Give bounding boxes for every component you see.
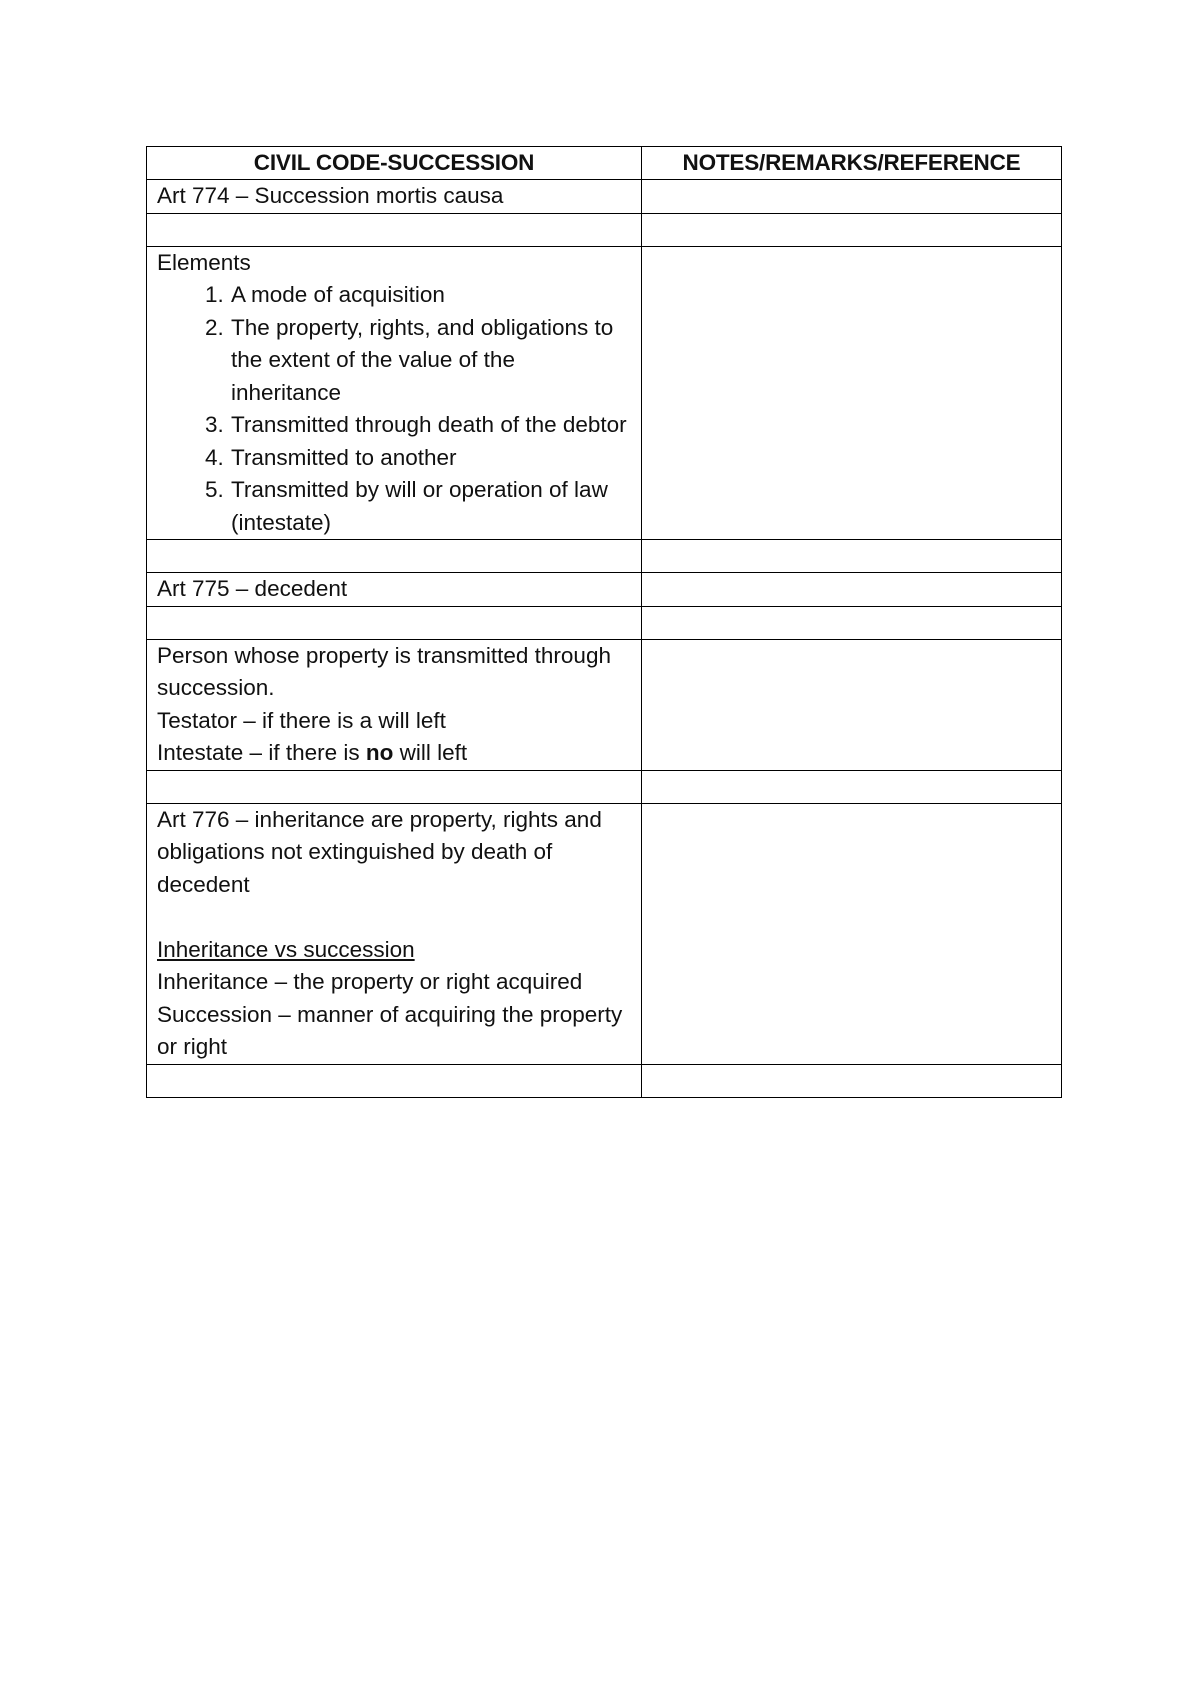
blank-row	[147, 1064, 1062, 1097]
notes-cell	[642, 573, 1062, 607]
art774-elements-cell	[147, 246, 642, 540]
art774-title: Art 774 – Succession mortis causa	[147, 180, 642, 214]
inheritance-definition: Inheritance – the property or right acquired	[157, 969, 583, 994]
empty-cell	[147, 540, 642, 573]
table-row	[147, 639, 1062, 770]
notes-cell	[642, 639, 1062, 770]
art776-cell	[147, 803, 642, 1064]
art775-definition-cell	[147, 639, 642, 770]
notes-cell	[642, 246, 1062, 540]
table-row	[147, 573, 1062, 607]
list-item: 5. Transmitted by will or operation of law (intestate)	[230, 474, 631, 539]
empty-cell	[147, 1064, 642, 1097]
succession-definition: Succession – manner of acquiring the property or right	[157, 1001, 623, 1059]
header-civil-code: CIVIL CODE-SUCCESSION	[147, 147, 642, 180]
comparison-subheading: Inheritance vs succession	[157, 936, 415, 962]
notes-cell	[642, 180, 1062, 214]
empty-cell	[642, 540, 1062, 573]
notes-cell	[642, 803, 1062, 1064]
empty-cell	[642, 606, 1062, 639]
succession-notes-table	[146, 146, 1062, 1098]
list-item: 4. Transmitted to another	[230, 442, 631, 475]
elements-list	[157, 279, 631, 539]
table-row	[147, 246, 1062, 540]
list-item: 1. A mode of acquisition	[230, 279, 631, 312]
intestate-text: Intestate – if there is	[157, 740, 366, 765]
spacer	[157, 901, 631, 934]
elements-heading: Elements	[157, 249, 251, 275]
list-item: 2. The property, rights, and obligations to the extent of the value of the inheritance	[230, 312, 631, 410]
intestate-text-end: will left	[393, 740, 468, 765]
empty-cell	[147, 770, 642, 803]
art776-title: Art 776 – inheritance are property, rights and obligations not extinguished by death of decedent	[157, 806, 602, 897]
empty-cell	[642, 213, 1062, 246]
blank-row	[147, 213, 1062, 246]
blank-row	[147, 540, 1062, 573]
empty-cell	[147, 213, 642, 246]
empty-cell	[147, 606, 642, 639]
table-row	[147, 803, 1062, 1064]
table-row	[147, 180, 1062, 214]
empty-cell	[642, 1064, 1062, 1097]
empty-cell	[642, 770, 1062, 803]
blank-row	[147, 770, 1062, 803]
intestate-definition	[157, 737, 631, 770]
art775-title: Art 775 – decedent	[147, 573, 642, 607]
blank-row	[147, 606, 1062, 639]
testator-definition: Testator – if there is a will left	[157, 707, 446, 733]
header-row	[147, 147, 1062, 180]
decedent-definition: Person whose property is transmitted through succession.	[157, 642, 611, 700]
list-item: 3. Transmitted through death of the debtor	[230, 409, 631, 442]
header-notes: NOTES/REMARKS/REFERENCE	[642, 147, 1062, 180]
intestate-emphasis: no	[365, 740, 394, 765]
